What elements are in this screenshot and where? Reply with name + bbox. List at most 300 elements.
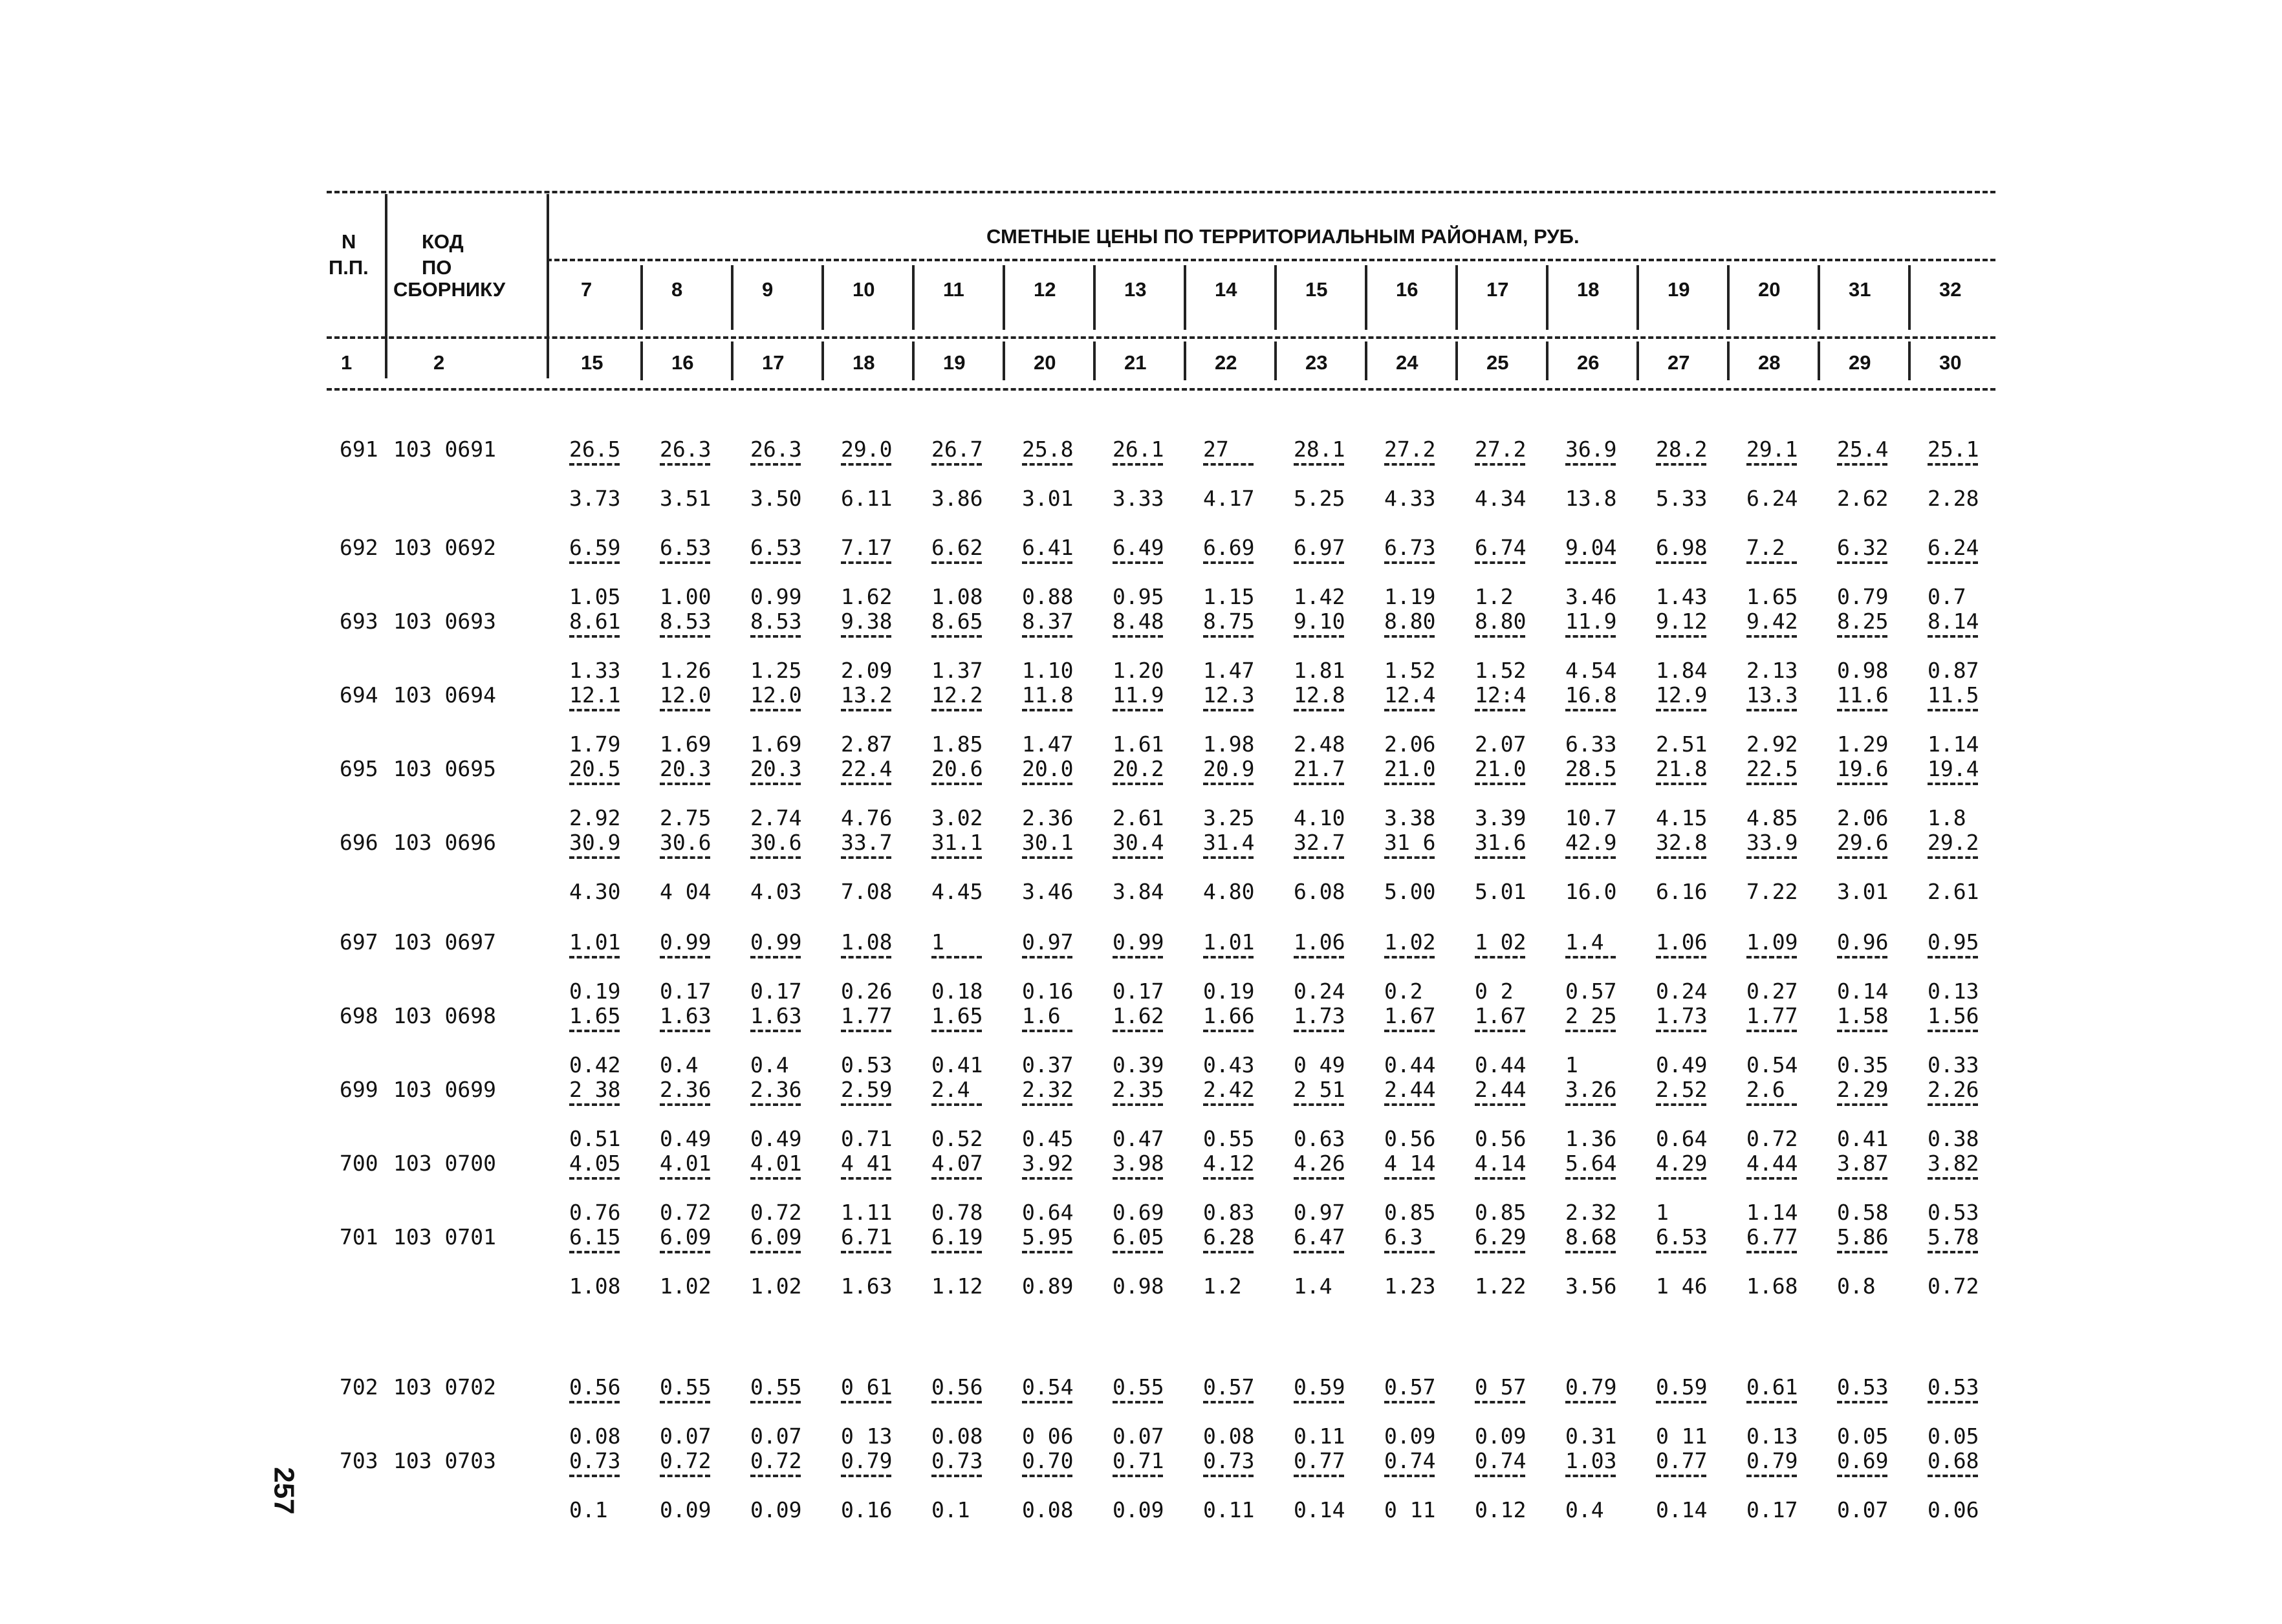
wage-value: 0.11 bbox=[1294, 1424, 1345, 1449]
fraction-line bbox=[1837, 856, 1887, 859]
price-value: 6.69 bbox=[1203, 535, 1255, 560]
wage-value: 0.42 bbox=[569, 1052, 621, 1077]
price-value: 1.65 bbox=[569, 1003, 621, 1028]
district-separator bbox=[1365, 341, 1367, 380]
wage-value: 0.07 bbox=[660, 1424, 712, 1449]
price-value: 6.71 bbox=[841, 1224, 893, 1250]
fraction-line bbox=[1746, 709, 1797, 711]
wage-value: 0.17 bbox=[660, 979, 712, 1004]
price-value: 0.99 bbox=[1113, 929, 1164, 955]
wage-value: 0.4 bbox=[660, 1052, 699, 1077]
fraction-line bbox=[1294, 635, 1344, 638]
col-number-16: 16 bbox=[671, 351, 694, 374]
fraction-line bbox=[1203, 635, 1254, 638]
district-13: 13 bbox=[1124, 278, 1147, 301]
district-7: 7 bbox=[581, 278, 592, 301]
price-value: 28.5 bbox=[1565, 756, 1617, 781]
wage-value: 2.61 bbox=[1113, 805, 1164, 830]
district-separator bbox=[640, 341, 643, 380]
price-value: 4.05 bbox=[569, 1151, 621, 1176]
fraction-line bbox=[569, 1030, 620, 1032]
wage-value: 2.92 bbox=[1746, 731, 1798, 757]
price-value: 21.8 bbox=[1656, 756, 1708, 781]
price-value: 8.37 bbox=[1022, 609, 1074, 634]
wage-value: 2.74 bbox=[750, 805, 802, 830]
wage-value: 1.47 bbox=[1022, 731, 1074, 757]
wage-value: 0 11 bbox=[1656, 1424, 1708, 1449]
col-code-line3: СБОРНИКУ bbox=[393, 278, 506, 301]
wage-value: 2.62 bbox=[1837, 486, 1889, 511]
fraction-line bbox=[1203, 856, 1254, 859]
wage-value: 0.54 bbox=[1746, 1052, 1798, 1077]
wage-value: 0.83 bbox=[1203, 1200, 1255, 1225]
wage-value: 0.35 bbox=[1837, 1052, 1889, 1077]
wage-value: 4.45 bbox=[931, 879, 983, 904]
wage-value: 0.2 bbox=[1384, 979, 1423, 1004]
fraction-line bbox=[1565, 635, 1616, 638]
fraction-line bbox=[750, 1401, 801, 1403]
price-value: 25.8 bbox=[1022, 437, 1074, 462]
district-9: 9 bbox=[762, 278, 774, 301]
page-number: 257 bbox=[268, 1467, 300, 1515]
fraction-line bbox=[1656, 783, 1706, 785]
fraction-line bbox=[1746, 856, 1797, 859]
wage-value: 1.12 bbox=[931, 1273, 983, 1299]
price-value: 0.72 bbox=[660, 1448, 712, 1473]
price-value: 36.9 bbox=[1565, 437, 1617, 462]
fraction-line bbox=[660, 463, 710, 466]
price-value: 19.6 bbox=[1837, 756, 1889, 781]
price-value: 8.53 bbox=[660, 609, 712, 634]
fraction-line bbox=[750, 1177, 801, 1180]
wage-value: 0.14 bbox=[1656, 1497, 1708, 1522]
wage-value: 0.45 bbox=[1022, 1126, 1074, 1151]
district-16: 16 bbox=[1396, 278, 1418, 301]
price-value: 12:4 bbox=[1475, 682, 1527, 708]
row-number: 702 bbox=[340, 1374, 378, 1400]
wage-value: 1.00 bbox=[660, 584, 712, 609]
wage-value: 6.11 bbox=[841, 486, 893, 511]
sep-code-prices bbox=[547, 194, 549, 378]
fraction-line bbox=[1928, 1177, 1978, 1180]
wage-value: 2.32 bbox=[1565, 1200, 1617, 1225]
fraction-line bbox=[660, 1251, 710, 1253]
price-value: 0 57 bbox=[1475, 1374, 1527, 1400]
price-value: 11.6 bbox=[1837, 682, 1889, 708]
col-number-2: 2 bbox=[433, 351, 445, 374]
wage-value: 0.78 bbox=[931, 1200, 983, 1225]
price-value: 8.61 bbox=[569, 609, 621, 634]
fraction-line bbox=[1384, 783, 1435, 785]
fraction-line bbox=[1294, 1475, 1344, 1477]
wage-value: 0.69 bbox=[1113, 1200, 1164, 1225]
wage-value: 0.49 bbox=[660, 1126, 712, 1151]
price-value: 4.44 bbox=[1746, 1151, 1798, 1176]
price-value: 29.0 bbox=[841, 437, 893, 462]
price-value: 20.2 bbox=[1113, 756, 1164, 781]
row-number: 697 bbox=[340, 929, 378, 955]
wage-value: 0.18 bbox=[931, 979, 983, 1004]
wage-value: 0.31 bbox=[1565, 1424, 1617, 1449]
wage-value: 0 06 bbox=[1022, 1424, 1074, 1449]
wage-value: 0.41 bbox=[931, 1052, 983, 1077]
row-code: 103 0692 bbox=[393, 535, 496, 560]
fraction-line bbox=[660, 1177, 710, 1180]
fraction-line bbox=[1928, 1030, 1978, 1032]
wage-value: 1.81 bbox=[1294, 658, 1345, 683]
col-number-20: 20 bbox=[1034, 351, 1056, 374]
price-value: 0.57 bbox=[1384, 1374, 1436, 1400]
wage-value: 0.13 bbox=[1746, 1424, 1798, 1449]
fraction-line bbox=[1746, 561, 1797, 564]
price-value: 12.1 bbox=[569, 682, 621, 708]
price-value: 7.17 bbox=[841, 535, 893, 560]
row-number: 694 bbox=[340, 682, 378, 708]
fraction-line bbox=[1113, 561, 1163, 564]
row-code: 103 0698 bbox=[393, 1003, 496, 1028]
price-value: 12.3 bbox=[1203, 682, 1255, 708]
price-value: 12.0 bbox=[660, 682, 712, 708]
fraction-line bbox=[931, 635, 982, 638]
price-value: 12.0 bbox=[750, 682, 802, 708]
price-value: 1 bbox=[931, 929, 944, 955]
wage-value: 0.89 bbox=[1022, 1273, 1074, 1299]
price-value: 21.7 bbox=[1294, 756, 1345, 781]
fraction-line bbox=[1475, 635, 1525, 638]
wage-value: 0 49 bbox=[1294, 1052, 1345, 1077]
wage-value: 0.33 bbox=[1928, 1052, 1979, 1077]
price-value: 1.03 bbox=[1565, 1448, 1617, 1473]
price-value: 6.09 bbox=[660, 1224, 712, 1250]
fraction-line bbox=[1022, 1401, 1072, 1403]
price-value: 29.1 bbox=[1746, 437, 1798, 462]
price-value: 20.3 bbox=[660, 756, 712, 781]
price-value: 27.2 bbox=[1475, 437, 1527, 462]
fraction-line bbox=[1113, 1475, 1163, 1477]
wage-value: 1.08 bbox=[931, 584, 983, 609]
fraction-line bbox=[1656, 1475, 1706, 1477]
wage-value: 4.76 bbox=[841, 805, 893, 830]
fraction-line bbox=[1294, 783, 1344, 785]
wage-value: 0.08 bbox=[1203, 1424, 1255, 1449]
fraction-line bbox=[931, 783, 982, 785]
fraction-line bbox=[750, 956, 801, 958]
price-value: 0.53 bbox=[1837, 1374, 1889, 1400]
fraction-line bbox=[1928, 1251, 1978, 1253]
fraction-line bbox=[841, 856, 891, 859]
wage-value: 2.13 bbox=[1746, 658, 1798, 683]
wage-value: 16.0 bbox=[1565, 879, 1617, 904]
fraction-line bbox=[1746, 1251, 1797, 1253]
district-19: 19 bbox=[1668, 278, 1690, 301]
price-value: 28.2 bbox=[1656, 437, 1708, 462]
fraction-line bbox=[931, 1103, 982, 1106]
fraction-line bbox=[1294, 463, 1344, 466]
wage-value: 5.00 bbox=[1384, 879, 1436, 904]
fraction-line bbox=[931, 1401, 982, 1403]
price-value: 0.96 bbox=[1837, 929, 1889, 955]
wage-value: 1 bbox=[1565, 1052, 1578, 1077]
wage-value: 0.64 bbox=[1656, 1126, 1708, 1151]
wage-value: 0.49 bbox=[1656, 1052, 1708, 1077]
wage-value: 1.05 bbox=[569, 584, 621, 609]
fraction-line bbox=[1746, 1475, 1797, 1477]
fraction-line bbox=[841, 1177, 891, 1180]
wage-value: 2.06 bbox=[1384, 731, 1436, 757]
fraction-line bbox=[1022, 1103, 1072, 1106]
row-number: 692 bbox=[340, 535, 378, 560]
price-value: 4 41 bbox=[841, 1151, 893, 1176]
fraction-line bbox=[1746, 956, 1797, 958]
district-11: 11 bbox=[943, 278, 964, 301]
col-number-25: 25 bbox=[1486, 351, 1509, 374]
fraction-line bbox=[841, 561, 891, 564]
wage-value: 0.39 bbox=[1113, 1052, 1164, 1077]
price-value: 0.61 bbox=[1746, 1374, 1798, 1400]
wage-value: 4 04 bbox=[660, 879, 712, 904]
wage-value: 0.07 bbox=[750, 1424, 802, 1449]
wage-value: 0.71 bbox=[841, 1126, 893, 1151]
price-value: 20.5 bbox=[569, 756, 621, 781]
wage-value: 0.49 bbox=[750, 1126, 802, 1151]
wage-value: 1.52 bbox=[1475, 658, 1527, 683]
wage-value: 5.25 bbox=[1294, 486, 1345, 511]
fraction-line bbox=[1113, 1401, 1163, 1403]
wage-value: 0.44 bbox=[1475, 1052, 1527, 1077]
fraction-line bbox=[1746, 1401, 1797, 1403]
fraction-line bbox=[569, 709, 620, 711]
price-value: 0.73 bbox=[931, 1448, 983, 1473]
price-value: 6.32 bbox=[1837, 535, 1889, 560]
fraction-line bbox=[1837, 635, 1887, 638]
row-code: 103 0700 bbox=[393, 1151, 496, 1176]
fraction-line bbox=[1656, 463, 1706, 466]
wage-value: 2.87 bbox=[841, 731, 893, 757]
price-value: 4.26 bbox=[1294, 1151, 1345, 1176]
price-value: 1.02 bbox=[1384, 929, 1436, 955]
fraction-line bbox=[750, 635, 801, 638]
district-separator bbox=[912, 341, 915, 380]
wage-value: 0.11 bbox=[1203, 1497, 1255, 1522]
price-value: 20.6 bbox=[931, 756, 983, 781]
price-value: 0.97 bbox=[1022, 929, 1074, 955]
fraction-line bbox=[1475, 1177, 1525, 1180]
fraction-line bbox=[841, 1251, 891, 1253]
price-value: 2.26 bbox=[1928, 1077, 1979, 1102]
price-value: 1.06 bbox=[1656, 929, 1708, 955]
price-value: 33.7 bbox=[841, 830, 893, 855]
price-value: 21.0 bbox=[1475, 756, 1527, 781]
price-value: 6.47 bbox=[1294, 1224, 1345, 1250]
fraction-line bbox=[750, 1251, 801, 1253]
col-number-28: 28 bbox=[1758, 351, 1781, 374]
wage-value: 1.23 bbox=[1384, 1273, 1436, 1299]
wage-value: 0.38 bbox=[1928, 1126, 1979, 1151]
wage-value: 0.05 bbox=[1837, 1424, 1889, 1449]
price-value: 1.77 bbox=[1746, 1003, 1798, 1028]
wage-value: 0.09 bbox=[660, 1497, 712, 1522]
price-value: 30.6 bbox=[660, 830, 712, 855]
district-separator bbox=[821, 265, 824, 330]
price-value: 29.6 bbox=[1837, 830, 1889, 855]
fraction-line bbox=[569, 463, 620, 466]
wage-value: 0.09 bbox=[750, 1497, 802, 1522]
fraction-line bbox=[1203, 709, 1254, 711]
price-value: 0.79 bbox=[1746, 1448, 1798, 1473]
price-value: 6.62 bbox=[931, 535, 983, 560]
wage-value: 3.33 bbox=[1113, 486, 1164, 511]
fraction-line bbox=[1294, 561, 1344, 564]
wage-value: 2.07 bbox=[1475, 731, 1527, 757]
fraction-line bbox=[1294, 956, 1344, 958]
fraction-line bbox=[1746, 635, 1797, 638]
col-code-line2: ПО bbox=[422, 256, 452, 279]
fraction-line bbox=[1656, 1030, 1706, 1032]
price-value: 0.53 bbox=[1928, 1374, 1979, 1400]
fraction-line bbox=[1565, 1401, 1616, 1403]
price-value: 9.38 bbox=[841, 609, 893, 634]
wage-value: 0.76 bbox=[569, 1200, 621, 1225]
price-value: 1.6 bbox=[1022, 1003, 1061, 1028]
fraction-line bbox=[931, 561, 982, 564]
price-value: 4.01 bbox=[750, 1151, 802, 1176]
fraction-line bbox=[1928, 635, 1978, 638]
district-8: 8 bbox=[671, 278, 683, 301]
price-value: 1 02 bbox=[1475, 929, 1527, 955]
fraction-line bbox=[1022, 783, 1072, 785]
price-value: 19.4 bbox=[1928, 756, 1979, 781]
fraction-line bbox=[1837, 1475, 1887, 1477]
fraction-line bbox=[1203, 783, 1254, 785]
price-value: 0 61 bbox=[841, 1374, 893, 1400]
fraction-line bbox=[1475, 1030, 1525, 1032]
fraction-line bbox=[1656, 1401, 1706, 1403]
wage-value: 0.44 bbox=[1384, 1052, 1436, 1077]
col-number-18: 18 bbox=[853, 351, 875, 374]
price-value: 1.56 bbox=[1928, 1003, 1979, 1028]
district-separator bbox=[1093, 265, 1096, 330]
district-separator bbox=[912, 265, 915, 330]
price-value: 1.67 bbox=[1475, 1003, 1527, 1028]
wage-value: 3.01 bbox=[1837, 879, 1889, 904]
district-separator bbox=[731, 341, 734, 380]
fraction-line bbox=[1384, 956, 1435, 958]
row-number: 700 bbox=[340, 1151, 378, 1176]
price-value: 8.75 bbox=[1203, 609, 1255, 634]
fraction-line bbox=[1384, 1475, 1435, 1477]
fraction-line bbox=[1294, 1401, 1344, 1403]
price-value: 8.14 bbox=[1928, 609, 1979, 634]
fraction-line bbox=[1294, 1030, 1344, 1032]
fraction-line bbox=[1022, 856, 1072, 859]
fraction-line bbox=[1022, 1475, 1072, 1477]
fraction-line bbox=[1837, 1030, 1887, 1032]
row-number: 693 bbox=[340, 609, 378, 634]
wage-value: 1.08 bbox=[569, 1273, 621, 1299]
fraction-line bbox=[660, 1401, 710, 1403]
price-value: 27.2 bbox=[1384, 437, 1436, 462]
price-value: 3.92 bbox=[1022, 1151, 1074, 1176]
price-value: 13.3 bbox=[1746, 682, 1798, 708]
fraction-line bbox=[1928, 783, 1978, 785]
row-code: 103 0694 bbox=[393, 682, 496, 708]
wage-value: 1.85 bbox=[931, 731, 983, 757]
wage-value: 0.85 bbox=[1475, 1200, 1527, 1225]
wage-value: 0.99 bbox=[750, 584, 802, 609]
fraction-line bbox=[1656, 561, 1706, 564]
price-value: 6.28 bbox=[1203, 1224, 1255, 1250]
fraction-line bbox=[1203, 1401, 1254, 1403]
fraction-line bbox=[1565, 1030, 1616, 1032]
fraction-line bbox=[1113, 1103, 1163, 1106]
fraction-line bbox=[1928, 561, 1978, 564]
price-value: 31 6 bbox=[1384, 830, 1436, 855]
col-number-15: 15 bbox=[581, 351, 603, 374]
price-value: 26.3 bbox=[750, 437, 802, 462]
district-separator bbox=[1908, 341, 1911, 380]
fraction-line bbox=[1928, 1475, 1978, 1477]
price-value: 6.53 bbox=[750, 535, 802, 560]
wage-value: 4.54 bbox=[1565, 658, 1617, 683]
wage-value: 0.13 bbox=[1928, 979, 1979, 1004]
price-value: 31.1 bbox=[931, 830, 983, 855]
wage-value: 2.75 bbox=[660, 805, 712, 830]
price-value: 3.26 bbox=[1565, 1077, 1617, 1102]
wage-value: 1.11 bbox=[841, 1200, 893, 1225]
fraction-line bbox=[1475, 463, 1525, 466]
row-code: 103 0691 bbox=[393, 437, 496, 462]
price-value: 1.62 bbox=[1113, 1003, 1164, 1028]
district-31: 31 bbox=[1849, 278, 1871, 301]
price-value: 4 14 bbox=[1384, 1151, 1436, 1176]
wage-value: 0.64 bbox=[1022, 1200, 1074, 1225]
price-value: 8.68 bbox=[1565, 1224, 1617, 1250]
wage-value: 1.2 bbox=[1475, 584, 1514, 609]
fraction-line bbox=[660, 561, 710, 564]
row-code: 103 0696 bbox=[393, 830, 496, 855]
price-value: 12.2 bbox=[931, 682, 983, 708]
row-code: 103 0693 bbox=[393, 609, 496, 634]
wage-value: 1.29 bbox=[1837, 731, 1889, 757]
price-value: 2.42 bbox=[1203, 1077, 1255, 1102]
wage-value: 4.80 bbox=[1203, 879, 1255, 904]
district-separator bbox=[1727, 265, 1730, 330]
fraction-line bbox=[841, 463, 891, 466]
fraction-line bbox=[1837, 1401, 1887, 1403]
price-value: 11.8 bbox=[1022, 682, 1074, 708]
header-bottom-rule bbox=[327, 388, 1995, 391]
wage-value: 3.46 bbox=[1565, 584, 1617, 609]
price-value: 0.59 bbox=[1656, 1374, 1708, 1400]
fraction-line bbox=[1475, 709, 1525, 711]
price-value: 8.65 bbox=[931, 609, 983, 634]
price-value: 0.99 bbox=[750, 929, 802, 955]
fraction-line bbox=[569, 635, 620, 638]
wage-value: 1.65 bbox=[1746, 584, 1798, 609]
fraction-line bbox=[1203, 1251, 1254, 1253]
wage-value: 3.56 bbox=[1565, 1273, 1617, 1299]
district-10: 10 bbox=[853, 278, 875, 301]
wage-value: 0.43 bbox=[1203, 1052, 1255, 1077]
wage-value: 0.24 bbox=[1294, 979, 1345, 1004]
wage-value: 3.01 bbox=[1022, 486, 1074, 511]
wage-value: 1.84 bbox=[1656, 658, 1708, 683]
fraction-line bbox=[841, 1030, 891, 1032]
fraction-line bbox=[660, 635, 710, 638]
fraction-line bbox=[1565, 561, 1616, 564]
price-value: 6.73 bbox=[1384, 535, 1436, 560]
wage-value: 0.07 bbox=[1113, 1424, 1164, 1449]
